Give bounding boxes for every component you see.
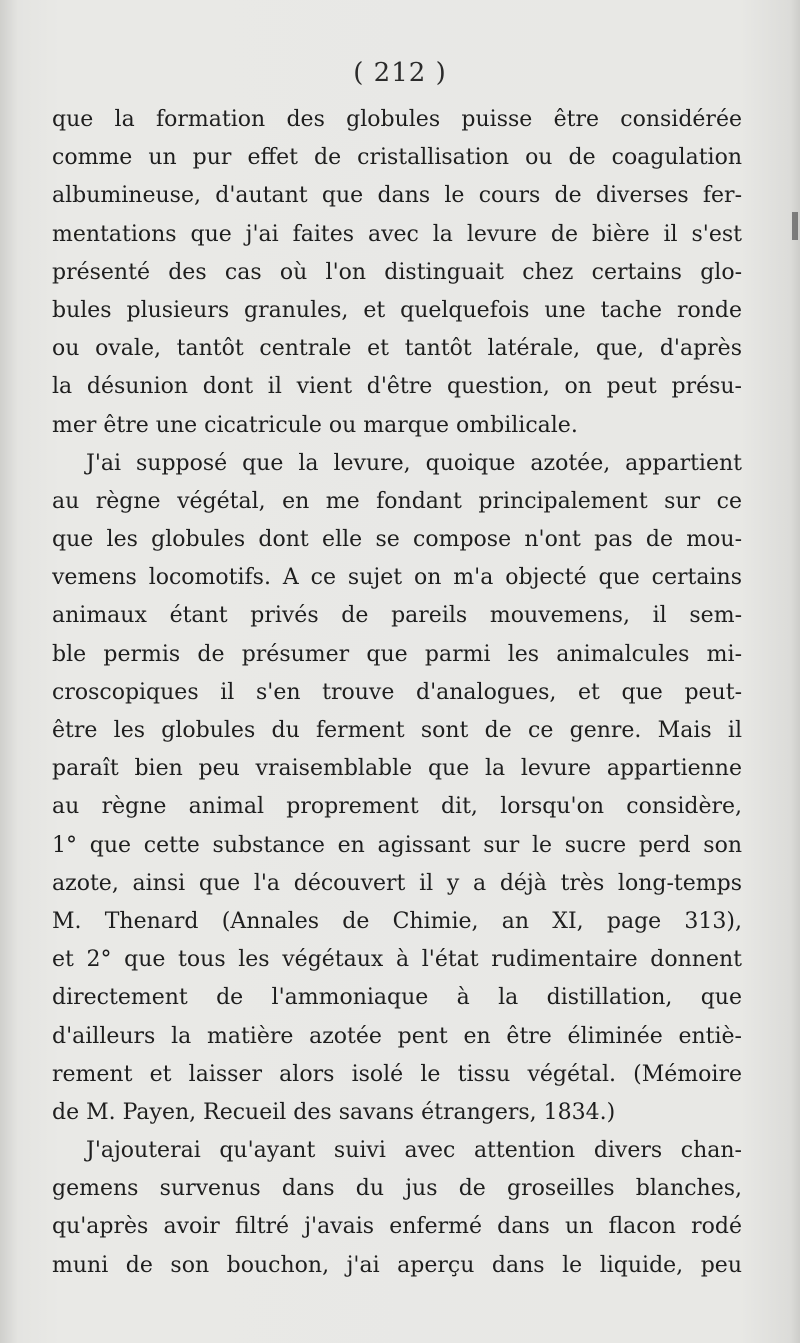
body-text [52,101,742,1285]
text-line: paraît bien peu vraisemblable que la levure appartienne [52,756,742,782]
paragraph-1 [52,101,742,445]
text-line: que les globules dont elle se compose n'ont pas de mou- [52,527,742,553]
text-line: 1° que cette substance en agissant sur le sucre perd son [52,832,742,858]
text-line: mer être une cicatricule ou marque ombilicale. [52,412,578,438]
text-line: albumineuse, d'autant que dans le cours de diverses fer- [52,183,742,209]
page-number: ( 212 ) [353,58,447,88]
text-line: J'ajouterai qu'ayant suivi avec attention divers chan- [86,1138,742,1164]
text-line: au règne végétal, en me fondant principalement sur ce [52,488,742,514]
text-line: bules plusieurs granules, et quelquefois une tache ronde [52,297,742,323]
text-line: azote, ainsi que l'a découvert il y a déjà très long-temps [52,870,742,896]
text-line: croscopiques il s'en trouve d'analogues, et que peut- [52,679,742,705]
text-line: que la formation des globules puisse être considérée [52,107,742,132]
text-line: directement de l'ammoniaque à la distillation, que [52,985,742,1011]
text-line: ble permis de présumer que parmi les animalcules mi- [52,641,742,667]
text-line: mentations que j'ai faites avec la levure de bière il s'est [52,221,742,247]
text-line: présenté des cas où l'on distinguait chez certains glo- [52,259,742,285]
paragraph-3 [52,1132,742,1285]
paragraph-2 [52,445,742,1132]
text-line: qu'après avoir filtré j'avais enfermé dans un flacon rodé [52,1214,742,1240]
text-line: gemens survenus dans du jus de groseilles blanches, [52,1176,742,1202]
text-line: et 2° que tous les végétaux à l'état rudimentaire donnent [52,947,742,973]
page-edge-mark [792,212,798,240]
text-line: J'ai supposé que la levure, quoique azotée, appartient [86,450,742,476]
text-line: de M. Payen, Recueil des savans étrangers, 1834.) [52,1099,616,1125]
text-line: au règne animal proprement dit, lorsqu'on considère, [52,794,742,820]
text-line: animaux étant privés de pareils mouvemens, il sem- [52,603,742,629]
text-line: vemens locomotifs. A ce sujet on m'a objecté que certains [52,565,742,591]
text-line: la désunion dont il vient d'être question, on peut présu- [52,374,742,400]
text-line: rement et laisser alors isolé le tissu végétal. (Mémoire [52,1061,742,1087]
text-line: d'ailleurs la matière azotée pent en être éliminée entiè- [52,1023,742,1049]
text-line: M. Thenard (Annales de Chimie, an XI, page 313), [52,908,742,934]
text-line: ou ovale, tantôt centrale et tantôt latérale, que, d'après [52,336,742,362]
text-line: muni de son bouchon, j'ai aperçu dans le liquide, peu [52,1252,742,1278]
text-line: être les globules du ferment sont de ce genre. Mais il [52,718,742,743]
text-line: comme un pur effet de cristallisation ou de coagulation [52,145,742,171]
